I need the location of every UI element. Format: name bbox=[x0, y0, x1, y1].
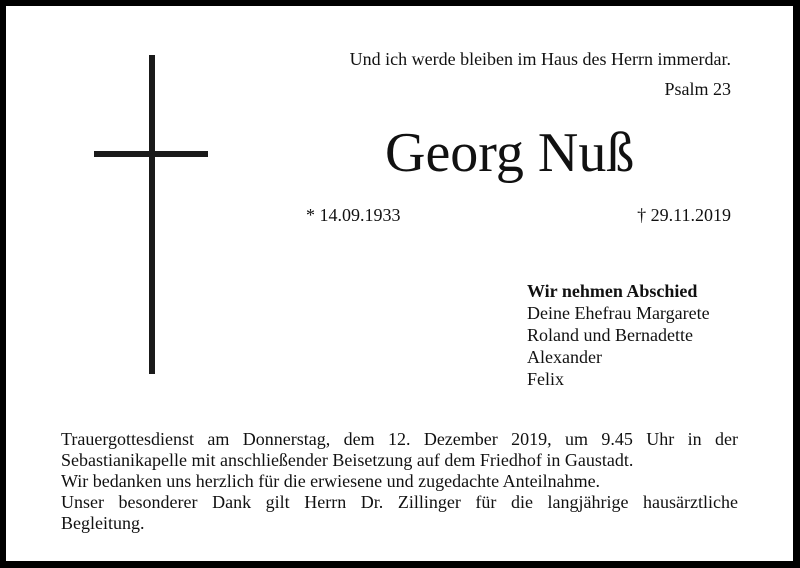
mourner-name: Felix bbox=[527, 369, 565, 389]
special-thanks-line-2: Begleitung. bbox=[61, 513, 145, 533]
service-info-line-1: Trauergottesdienst am Donnerstag, dem 12. Dezember 2019, um 9.45 Uhr in der bbox=[61, 429, 738, 449]
special-thanks-line-1: Unser besonderer Dank gilt Herrn Dr. Zillinger für die langjährige hausärztliche bbox=[61, 492, 738, 512]
closing-text bbox=[61, 429, 738, 534]
cross-icon bbox=[149, 55, 155, 374]
death-date: † 29.11.2019 bbox=[637, 205, 731, 225]
service-info-line-2: Sebastianikapelle mit anschließender Beisetzung auf dem Friedhof in Gaustadt. bbox=[61, 450, 634, 470]
mourner-name: Roland und Bernadette bbox=[527, 325, 693, 345]
birth-date: * 14.09.1933 bbox=[306, 205, 401, 225]
bible-verse: Und ich werde bleiben im Haus des Herrn immerdar. bbox=[349, 49, 731, 69]
mourner-name: Deine Ehefrau Margarete bbox=[527, 303, 710, 323]
thanks-text: Wir bedanken uns herzlich für die erwiesene und zugedachte Anteilnahme. bbox=[61, 471, 601, 491]
mourners-block bbox=[527, 280, 710, 390]
deceased-name: Georg Nuß bbox=[385, 122, 635, 184]
mourners-heading: Wir nehmen Abschied bbox=[527, 281, 698, 301]
cross-icon-crossbar bbox=[94, 151, 208, 157]
obituary-card bbox=[6, 6, 793, 561]
mourner-name: Alexander bbox=[527, 347, 602, 367]
verse-source: Psalm 23 bbox=[664, 79, 731, 99]
